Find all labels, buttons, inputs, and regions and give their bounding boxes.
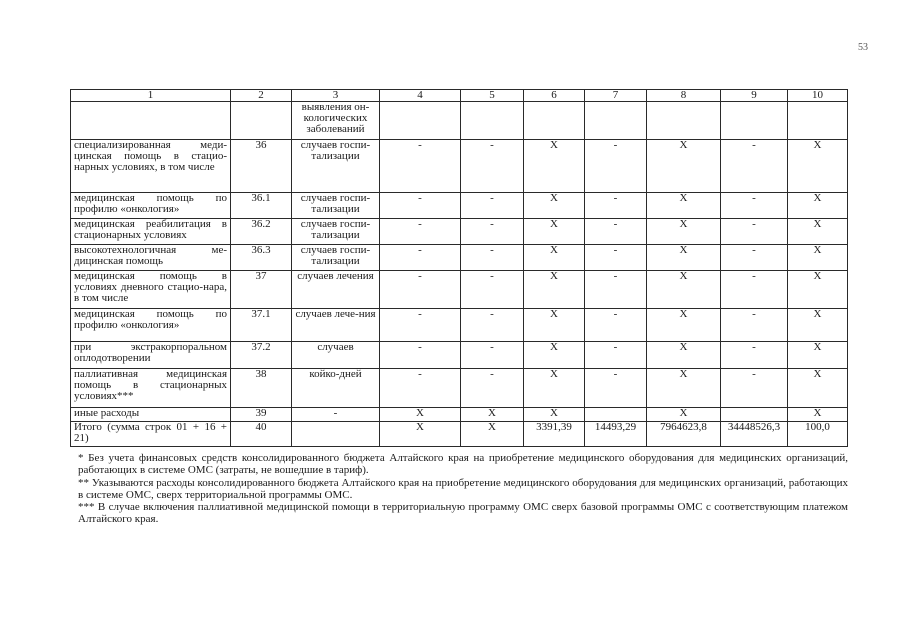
- table-cell: -: [461, 140, 524, 193]
- row-label: [71, 102, 231, 140]
- unit-cell: случаев лече-ния: [292, 309, 380, 342]
- table-cell: -: [721, 342, 788, 369]
- table-row: [71, 102, 848, 140]
- column-number: 10: [788, 90, 848, 102]
- table-row: [71, 245, 848, 271]
- table-cell: X: [647, 271, 721, 309]
- table-cell: -: [461, 309, 524, 342]
- column-number: 1: [71, 90, 231, 102]
- table-cell: [461, 102, 524, 140]
- unit-cell: случаев госпи-тализации: [292, 245, 380, 271]
- table-cell: X: [647, 219, 721, 245]
- table-cell: 100,0: [788, 422, 848, 447]
- table-cell: -: [380, 140, 461, 193]
- table-cell: X: [788, 342, 848, 369]
- table-row: [71, 408, 848, 422]
- row-label: иные расходы: [71, 408, 231, 422]
- table-cell: X: [647, 193, 721, 219]
- column-number: 6: [524, 90, 585, 102]
- table-cell: X: [788, 140, 848, 193]
- table-cell: X: [647, 369, 721, 408]
- row-code: 37.1: [231, 309, 292, 342]
- table-cell: -: [461, 193, 524, 219]
- table-cell: -: [380, 369, 461, 408]
- row-code: 38: [231, 369, 292, 408]
- table-cell: -: [380, 271, 461, 309]
- table-cell: 14493,29: [585, 422, 647, 447]
- row-label: медицинская помощь в условиях дневного стацио-нара, в том числе: [71, 271, 231, 309]
- unit-cell: -: [292, 408, 380, 422]
- table-cell: -: [721, 219, 788, 245]
- row-code: 36: [231, 140, 292, 193]
- table-cell: X: [524, 408, 585, 422]
- table-cell: -: [380, 219, 461, 245]
- row-code: 40: [231, 422, 292, 447]
- row-label: при экстракорпоральном оплодотворении: [71, 342, 231, 369]
- column-number-row: [71, 90, 848, 102]
- table-cell: X: [524, 309, 585, 342]
- table-cell: -: [585, 193, 647, 219]
- row-code: [231, 102, 292, 140]
- row-label: специализированная меди-цинская помощь в стацио-нарных условиях, в том числе: [71, 140, 231, 193]
- column-number: 3: [292, 90, 380, 102]
- table-cell: -: [380, 342, 461, 369]
- table-cell: X: [524, 342, 585, 369]
- table-cell: X: [647, 140, 721, 193]
- table-cell: [585, 102, 647, 140]
- table-row: [71, 193, 848, 219]
- row-label: медицинская реабилитация в стационарных условиях: [71, 219, 231, 245]
- table-row: [71, 219, 848, 245]
- table-cell: -: [461, 342, 524, 369]
- table-cell: -: [721, 140, 788, 193]
- table-cell: X: [524, 369, 585, 408]
- table-cell: -: [721, 245, 788, 271]
- table-cell: 3391,39: [524, 422, 585, 447]
- unit-cell: койко-дней: [292, 369, 380, 408]
- table-row: [71, 271, 848, 309]
- table-row: [71, 342, 848, 369]
- table-cell: X: [524, 245, 585, 271]
- table-cell: X: [524, 271, 585, 309]
- column-number: 8: [647, 90, 721, 102]
- table-cell: X: [788, 219, 848, 245]
- table-cell: 7964623,8: [647, 422, 721, 447]
- table-cell: [585, 408, 647, 422]
- table-cell: -: [461, 245, 524, 271]
- row-code: 37.2: [231, 342, 292, 369]
- row-label: медицинская помощь по профилю «онкология»: [71, 309, 231, 342]
- table-cell: -: [721, 369, 788, 408]
- table-cell: X: [524, 193, 585, 219]
- table-cell: -: [585, 309, 647, 342]
- table-cell: -: [721, 309, 788, 342]
- footnotes: [78, 452, 848, 526]
- column-number: 2: [231, 90, 292, 102]
- table-cell: X: [788, 271, 848, 309]
- table-row: [71, 140, 848, 193]
- table-cell: -: [585, 342, 647, 369]
- unit-cell: случаев госпи-тализации: [292, 193, 380, 219]
- table-row: [71, 369, 848, 408]
- table-row: [71, 309, 848, 342]
- table-cell: -: [585, 271, 647, 309]
- column-number: 4: [380, 90, 461, 102]
- table-cell: 34448526,3: [721, 422, 788, 447]
- row-code: 36.1: [231, 193, 292, 219]
- table-cell: -: [585, 369, 647, 408]
- column-number: 5: [461, 90, 524, 102]
- footnote: ** Указываются расходы консолидированного бюджета Алтайского края на приобретение медицинского оборудования для медицинских организаций, работающих в системе ОМС, сверх территориальной программы ОМС.: [78, 476, 848, 501]
- table-cell: [788, 102, 848, 140]
- table-cell: [524, 102, 585, 140]
- row-code: 37: [231, 271, 292, 309]
- table-cell: [647, 102, 721, 140]
- table-cell: X: [788, 309, 848, 342]
- table-cell: [721, 408, 788, 422]
- table-cell: -: [380, 309, 461, 342]
- table-cell: -: [461, 219, 524, 245]
- table-cell: -: [380, 193, 461, 219]
- row-code: 36.3: [231, 245, 292, 271]
- table-cell: X: [788, 193, 848, 219]
- table-cell: X: [647, 309, 721, 342]
- column-number: 9: [721, 90, 788, 102]
- row-code: 39: [231, 408, 292, 422]
- table-row-total: [71, 422, 848, 447]
- table-cell: X: [647, 245, 721, 271]
- table-cell: -: [585, 140, 647, 193]
- unit-cell: случаев лечения: [292, 271, 380, 309]
- table-cell: X: [788, 245, 848, 271]
- row-label: паллиативная медицинская помощь в стационарных условиях***: [71, 369, 231, 408]
- unit-cell: [292, 422, 380, 447]
- table-cell: X: [788, 408, 848, 422]
- table-cell: X: [380, 422, 461, 447]
- table-cell: -: [380, 245, 461, 271]
- table-cell: -: [461, 271, 524, 309]
- table-cell: X: [524, 140, 585, 193]
- row-code: 36.2: [231, 219, 292, 245]
- page-number: 53: [858, 42, 868, 53]
- footnote: *** В случае включения паллиативной медицинской помощи в территориальную программу ОМС сверх базовой программы ОМС с соответствующим платежом Алтайского края.: [78, 501, 848, 526]
- table-cell: X: [524, 219, 585, 245]
- table-cell: X: [461, 408, 524, 422]
- table-cell: X: [461, 422, 524, 447]
- table-cell: [380, 102, 461, 140]
- table-cell: -: [585, 219, 647, 245]
- table-cell: [721, 102, 788, 140]
- table-cell: -: [585, 245, 647, 271]
- unit-cell: случаев: [292, 342, 380, 369]
- row-label: высокотехнологичная ме-дицинская помощь: [71, 245, 231, 271]
- footnote: * Без учета финансовых средств консолидированного бюджета Алтайского края на приобретение медицинского оборудования для медицинских организаций, работающих в системе ОМС (затраты, не вошедшие в тариф).: [78, 452, 848, 477]
- unit-cell: случаев госпи-тализации: [292, 219, 380, 245]
- row-label: Итого (сумма строк 01 + 16 + 21): [71, 422, 231, 447]
- unit-cell: выявления он-кологических заболеваний: [292, 102, 380, 140]
- table-cell: X: [788, 369, 848, 408]
- column-number: 7: [585, 90, 647, 102]
- financing-table: [70, 89, 848, 447]
- table-cell: X: [647, 408, 721, 422]
- table-cell: X: [647, 342, 721, 369]
- table-cell: X: [380, 408, 461, 422]
- table-cell: -: [721, 193, 788, 219]
- row-label: медицинская помощь по профилю «онкология»: [71, 193, 231, 219]
- table-cell: -: [721, 271, 788, 309]
- table-cell: -: [461, 369, 524, 408]
- unit-cell: случаев госпи-тализации: [292, 140, 380, 193]
